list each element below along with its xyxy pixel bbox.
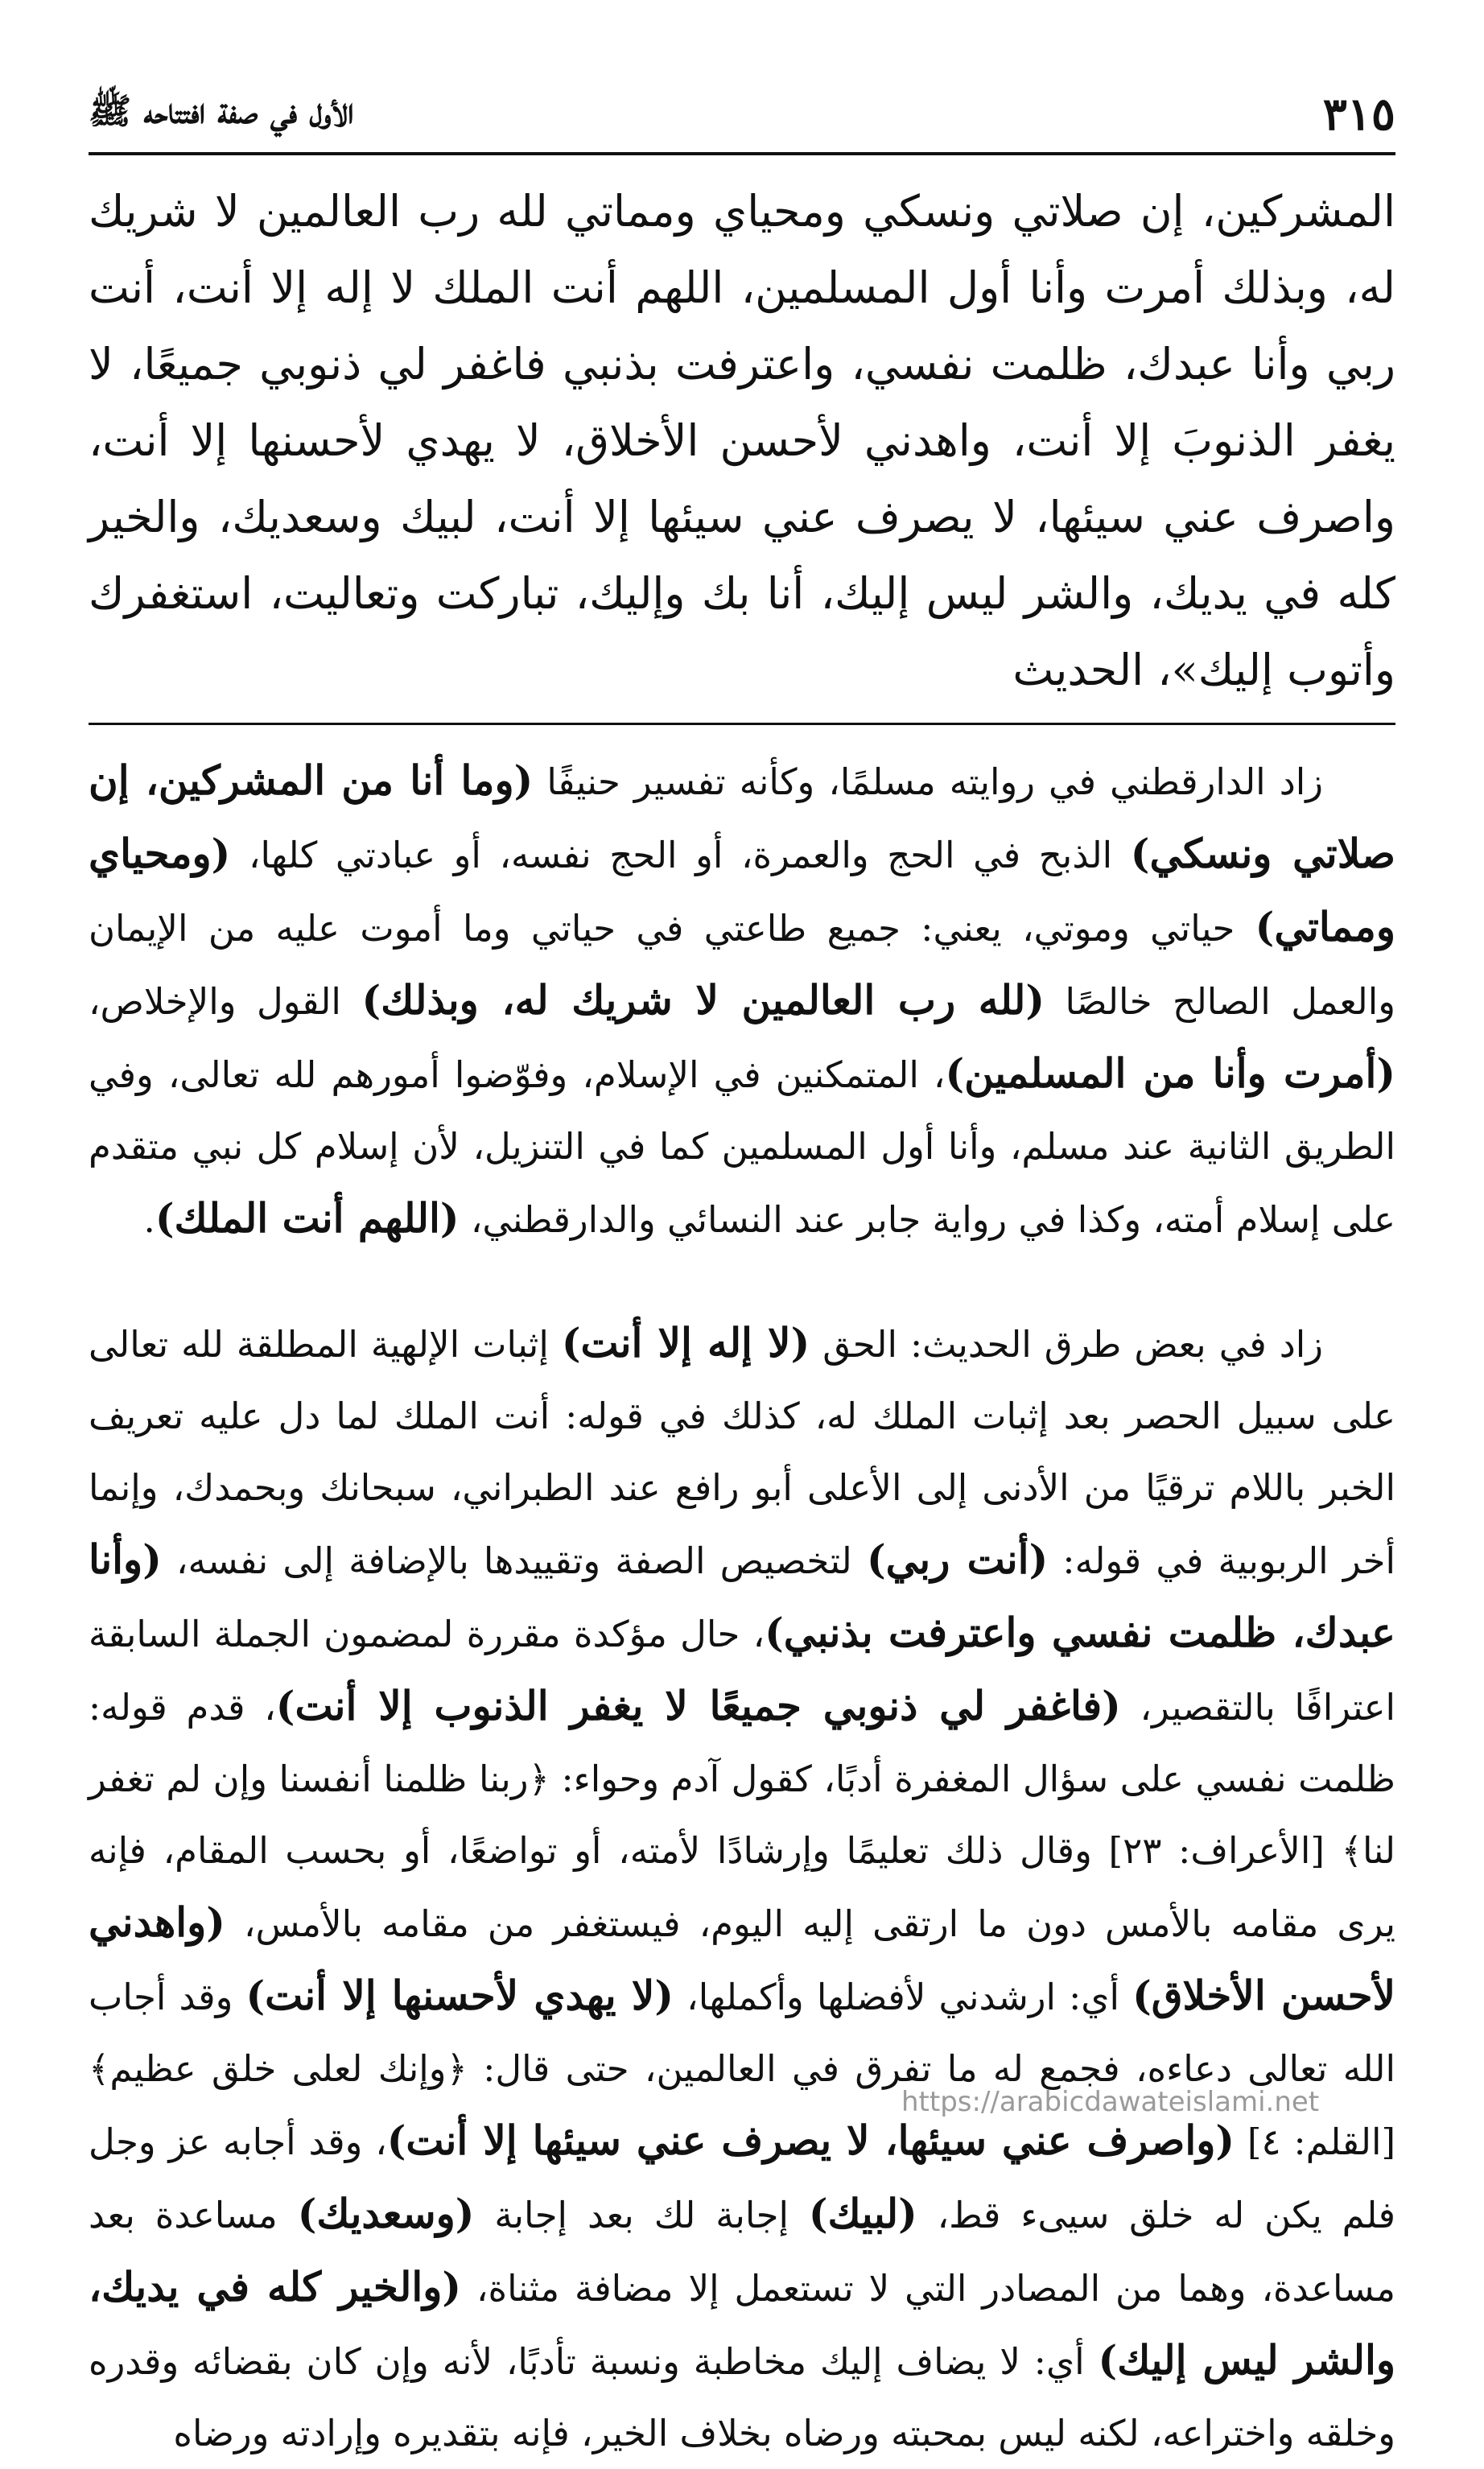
quoted-phrase: (لا يهدي لأحسنها إلا أنت) — [245, 1972, 674, 2019]
quoted-phrase: (والخير كله في يديك، والشر ليس إليك) — [89, 2263, 1395, 2384]
quoted-phrase: (وما أنا من المشركين، إن صلاتي ونسكي) — [89, 756, 1396, 877]
quoted-phrase: (فاغفر لي ذنوبي جميعًا لا يغفر الذنوب إلا أنت) — [275, 1682, 1121, 1729]
quoted-phrase: (اللهم أنت الملك) — [155, 1194, 460, 1242]
quoted-phrase: (واصرف عني سيئها، لا يصرف عني سيئها إلا أنت) — [386, 2117, 1235, 2164]
commentary-text: أي: ارشدني لأفضلها وأكملها، — [674, 1976, 1133, 2018]
running-title: الأول في صفة افتتاحه ﷺ — [89, 91, 354, 132]
commentary-text: إجابة لك بعد إجابة — [474, 2194, 809, 2236]
quoted-phrase: (لله رب العالمين لا شريك له، وبذلك) — [361, 976, 1045, 1024]
commentary-text: زاد في بعض طرق الحديث: الحق — [810, 1323, 1323, 1366]
commentary-paragraph-2 — [89, 1307, 1395, 2469]
commentary-text: ، وقد أجابه عز وجل فلم يكن له خلق سيىء قط، — [89, 2121, 1395, 2236]
commentary — [89, 744, 1395, 2469]
book-page — [89, 76, 1396, 2455]
quoted-phrase: (واهدني لأحسن الأخلاق) — [89, 1898, 1395, 2019]
footnote-divider — [89, 723, 1395, 725]
commentary-text: القول والإخلاص، — [89, 980, 362, 1023]
commentary-text: إثبات الإلهية المطلقة لله تعالى على سبيل الحصر بعد إثبات الملك له، كذلك في قوله: أنت الملك لما دل عليه تعريف الخبر باللام ترقيًا من الأدنى إلى الأعلى أبو رافع عند الطبراني، سبحانك وبحمدك، وإنما أخر الربوبية في قوله: — [89, 1323, 1396, 1582]
quoted-phrase: (وسعديك) — [297, 2190, 475, 2237]
quoted-phrase: (وأنا عبدك، ظلمت نفسي واعترفت بذنبي) — [89, 1535, 1395, 1656]
quoted-phrase: (ومحياي ومماتي) — [89, 830, 1395, 950]
quoted-phrase: (أنت ربي) — [866, 1535, 1049, 1583]
page-header — [89, 76, 1395, 155]
quoted-phrase: (لبيك) — [808, 2190, 917, 2237]
commentary-text: لتخصيص الصفة وتقييدها بالإضافة إلى نفسه، — [161, 1540, 867, 1582]
commentary-text: الذبح في الحج والعمرة، أو الحج نفسه، أو عبادتي كلها، — [230, 834, 1131, 876]
commentary-text: زاد الدارقطني في روايته مسلمًا، وكأنه تفسير حنيفًا — [533, 760, 1324, 803]
commentary-text: مساعدة بعد مساعدة، وهما من المصادر التي لا تستعمل إلا مضافة مثناة، — [89, 2194, 1395, 2310]
commentary-text: . — [143, 1198, 155, 1241]
commentary-paragraph-1 — [89, 744, 1395, 1255]
hadith-text: المشركين، إن صلاتي ونسكي ومحياي ومماتي لله رب العالمين لا شريك له، وبذلك أمرت وأنا أول المسلمين، اللهم أنت الملك لا إله إلا أنت، أنت ربي وأنا عبدك، ظلمت نفسي، واعترفت بذنبي فاغفر لي ذنوبي جميعًا، لا يغفر الذنوبَ إلا أنت، واهدني لأحسن الأخلاق، لا يهدي لأحسنها إلا أنت، واصرف عني سيئها، لا يصرف عني سيئها إلا أنت، لبيك وسعديك، والخير كله في يديك، والشر ليس إليك، أنا بك وإليك، تباركت وتعاليت، استغفرك وأتوب إليك»، الحديث — [89, 186, 1395, 695]
quoted-phrase: (أمرت وأنا من المسلمين) — [945, 1049, 1395, 1097]
commentary-text: ، قدم قوله: ظلمت نفسي على سؤال المغفرة أدبًا، كقول آدم وحواء: ﴿ربنا ظلمنا أنفسنا وإن لم تغفر لنا﴾ [الأعراف: ٢٣] وقال ذلك تعليمًا وإرشادًا لأمته، أو تواضعًا، أو بحسب المقام، فإنه يرى مقامه بالأمس دون ما ارتقى إليه اليوم، فيستغفر من مقامه بالأمس، — [89, 1686, 1395, 1945]
commentary-text: ، حال مؤكدة مقررة لمضمون الجملة السابقة اعترافًا بالتقصير، — [89, 1613, 1395, 1729]
page-number: ٣١٥ — [1322, 88, 1395, 141]
commentary-text: أي: لا يضاف إليك مخاطبة ونسبة تأدبًا، لأنه وإن كان بقضائه وقدره وخلقه واختراعه، لكنه ليس بمحبته ورضاه بخلاف الخير، فإنه بتقديره وإرادته ورضاه — [89, 2340, 1395, 2455]
commentary-text: ، المتمكنين في الإسلام، وفوّضوا أمورهم لله تعالى، وفي الطريق الثانية عند مسلم، وأنا أول المسلمين كما في التنزيل، لأن إسلام كل نبي متقدم على إسلام أمته، وكذا في رواية جابر عند النسائي والدارقطني، — [89, 1053, 1395, 1241]
commentary-text: وقد أجاب الله تعالى دعاءه، فجمع له ما تفرق في العالمين، حتى قال: ﴿وإنك لعلى خلق عظيم﴾ [القلم: ٤] — [89, 1976, 1396, 2163]
commentary-text: حياتي وموتي، يعني: جميع طاعتي في حياتي وما أموت عليه من الإيمان والعمل الصالح خالصًا — [89, 907, 1396, 1023]
watermark-url: https://arabicdawateislami.net — [901, 2086, 1320, 2118]
quoted-phrase: (لا إله إلا أنت) — [561, 1319, 810, 1366]
